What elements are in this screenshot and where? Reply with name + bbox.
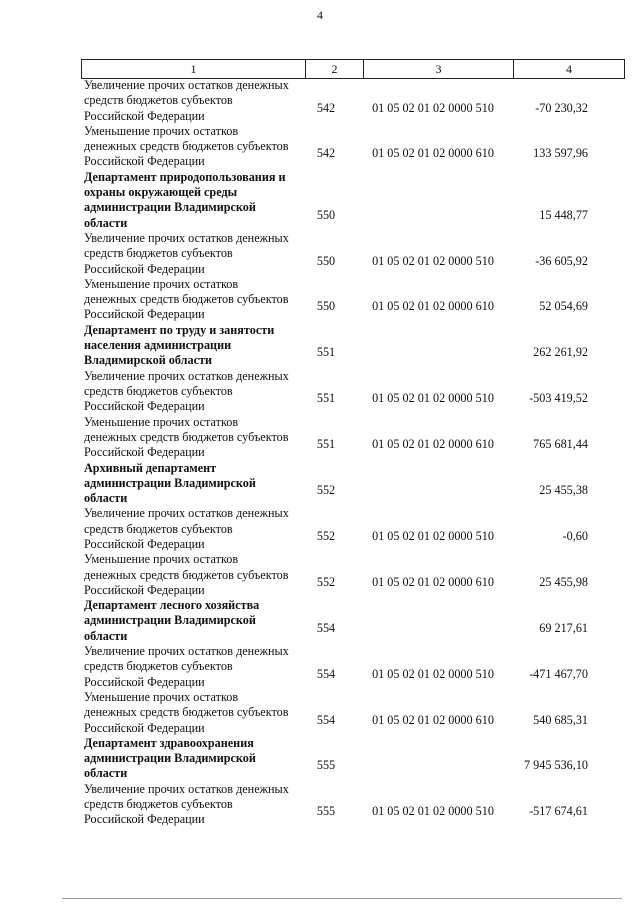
row-name	[84, 124, 314, 170]
row-amount: 25 455,38	[539, 483, 588, 498]
row-code: 555	[316, 758, 336, 773]
row-budget-code: 01 05 02 01 02 0000 610	[372, 299, 494, 314]
row-name-line: области	[84, 491, 128, 506]
row-budget-code: 01 05 02 01 02 0000 510	[372, 253, 494, 268]
row-name-line: денежных средств бюджетов субъектов	[84, 429, 289, 444]
row-name	[84, 644, 314, 690]
row-name-line: Увеличение прочих остатков денежных	[84, 644, 289, 659]
row-name-line: Российской Федерации	[84, 674, 205, 689]
row-name	[84, 690, 314, 736]
row-name-line: администрации Владимирской	[84, 751, 256, 766]
row-name-line: Увеличение прочих остатков денежных	[84, 231, 289, 245]
row-code: 551	[316, 437, 336, 452]
header-col-4: 4	[514, 60, 625, 79]
row-name-line: Российской Федерации	[84, 812, 205, 827]
row-name-line: Департамент лесного хозяйства	[84, 598, 260, 613]
row-budget-code: 01 05 02 01 02 0000 610	[372, 437, 494, 452]
row-name-line: Архивный департамент	[84, 460, 217, 475]
row-name	[84, 231, 314, 277]
row-name-line: средств бюджетов субъектов	[84, 93, 233, 108]
row-name	[84, 277, 314, 323]
row-name-line: области	[84, 628, 128, 643]
row-name-line: Российской Федерации	[84, 536, 205, 551]
row-name-line: Увеличение прочих остатков денежных	[84, 506, 289, 521]
row-budget-code: 01 05 02 01 02 0000 610	[372, 712, 494, 727]
row-code: 550	[316, 207, 336, 222]
row-name-line: Увеличение прочих остатков денежных	[84, 781, 289, 796]
row-budget-code: 01 05 02 01 02 0000 510	[372, 804, 494, 819]
row-code: 552	[316, 528, 336, 543]
row-amount: 69 217,61	[539, 620, 588, 635]
row-name-line: средств бюджетов субъектов	[84, 383, 233, 398]
row-name-line: средств бюджетов субъектов	[84, 521, 233, 536]
row-name-line: Департамент природопользования и	[84, 169, 286, 184]
row-name-line: денежных средств бюджетов субъектов	[84, 567, 289, 582]
row-name-line: Увеличение прочих остатков денежных	[84, 78, 289, 92]
row-amount: 15 448,77	[539, 207, 588, 222]
row-name-line: Уменьшение прочих остатков	[84, 276, 239, 291]
header-col-3: 3	[364, 60, 514, 79]
header-col-2: 2	[306, 60, 364, 79]
row-name	[84, 323, 314, 369]
row-amount: 52 054,69	[539, 299, 588, 314]
row-amount: -0,60	[562, 528, 588, 543]
row-amount: 25 455,98	[539, 574, 588, 589]
row-name-line: Департамент здравоохранения	[84, 735, 254, 750]
row-budget-code: 01 05 02 01 02 0000 610	[372, 146, 494, 161]
row-name-line: Владимирской области	[84, 353, 213, 368]
row-amount: 133 597,96	[533, 146, 588, 161]
row-name-line: денежных средств бюджетов субъектов	[84, 139, 289, 154]
row-name-line: Уменьшение прочих остатков	[84, 414, 239, 429]
row-name-line: Уменьшение прочих остатков	[84, 690, 239, 704]
row-budget-code: 01 05 02 01 02 0000 510	[372, 100, 494, 115]
row-name-line: Российской Федерации	[84, 108, 205, 123]
row-name-line: Увеличение прочих остатков денежных	[84, 368, 289, 383]
page-number: 4	[317, 8, 323, 22]
row-name-line: Российской Федерации	[84, 399, 205, 414]
row-amount: -70 230,32	[535, 100, 588, 115]
row-name-line: Уменьшение прочих остатков	[84, 123, 239, 138]
row-name-line: администрации Владимирской	[84, 200, 256, 215]
row-code: 552	[316, 574, 336, 589]
row-name-line: охраны окружающей среды	[84, 185, 238, 200]
row-name	[84, 415, 314, 461]
row-amount: -471 467,70	[529, 666, 588, 681]
row-amount: 765 681,44	[533, 437, 588, 452]
row-name	[84, 736, 314, 782]
row-name-line: администрации Владимирской	[84, 475, 256, 490]
row-code: 554	[316, 666, 336, 681]
row-name	[84, 78, 314, 124]
row-name-line: средств бюджетов субъектов	[84, 246, 233, 261]
row-name	[84, 506, 314, 552]
row-name-line: области	[84, 766, 128, 781]
row-name	[84, 369, 314, 415]
row-code: 542	[316, 146, 336, 161]
row-name-line: денежных средств бюджетов субъектов	[84, 292, 289, 307]
row-code: 555	[316, 804, 336, 819]
row-name	[84, 461, 314, 507]
row-amount: 540 685,31	[533, 712, 588, 727]
row-name-line: Департамент по труду и занятости	[84, 322, 275, 337]
row-name-line: Российской Федерации	[84, 445, 205, 460]
row-code: 550	[316, 253, 336, 268]
row-amount: -503 419,52	[529, 391, 588, 406]
header-col-1: 1	[82, 60, 306, 79]
row-name-line: Российской Федерации	[84, 720, 205, 735]
row-name-line: Уменьшение прочих остатков	[84, 552, 239, 567]
row-code: 542	[316, 100, 336, 115]
row-amount: 7 945 536,10	[524, 758, 588, 773]
row-name-line: средств бюджетов субъектов	[84, 797, 233, 812]
row-name-line: области	[84, 215, 128, 230]
row-amount: -517 674,61	[529, 804, 588, 819]
footer-line	[62, 898, 622, 899]
row-name	[84, 552, 314, 598]
row-amount: 262 261,92	[533, 345, 588, 360]
row-name	[84, 782, 314, 828]
row-budget-code: 01 05 02 01 02 0000 510	[372, 391, 494, 406]
row-code: 554	[316, 712, 336, 727]
row-budget-code: 01 05 02 01 02 0000 610	[372, 574, 494, 589]
row-name-line: денежных средств бюджетов субъектов	[84, 705, 289, 720]
row-code: 552	[316, 483, 336, 498]
row-budget-code: 01 05 02 01 02 0000 510	[372, 528, 494, 543]
row-name-line: средств бюджетов субъектов	[84, 659, 233, 674]
row-budget-code: 01 05 02 01 02 0000 510	[372, 666, 494, 681]
row-code: 550	[316, 299, 336, 314]
row-name	[84, 598, 314, 644]
row-code: 554	[316, 620, 336, 635]
row-code: 551	[316, 391, 336, 406]
row-name	[84, 170, 314, 231]
row-name-line: Российской Федерации	[84, 307, 205, 322]
row-name-line: Российской Федерации	[84, 154, 205, 169]
row-name-line: населения администрации	[84, 338, 232, 353]
row-amount: -36 605,92	[535, 253, 588, 268]
row-name-line: администрации Владимирской	[84, 613, 256, 628]
row-name-line: Российской Федерации	[84, 261, 205, 276]
row-code: 551	[316, 345, 336, 360]
row-name-line: Российской Федерации	[84, 582, 205, 597]
